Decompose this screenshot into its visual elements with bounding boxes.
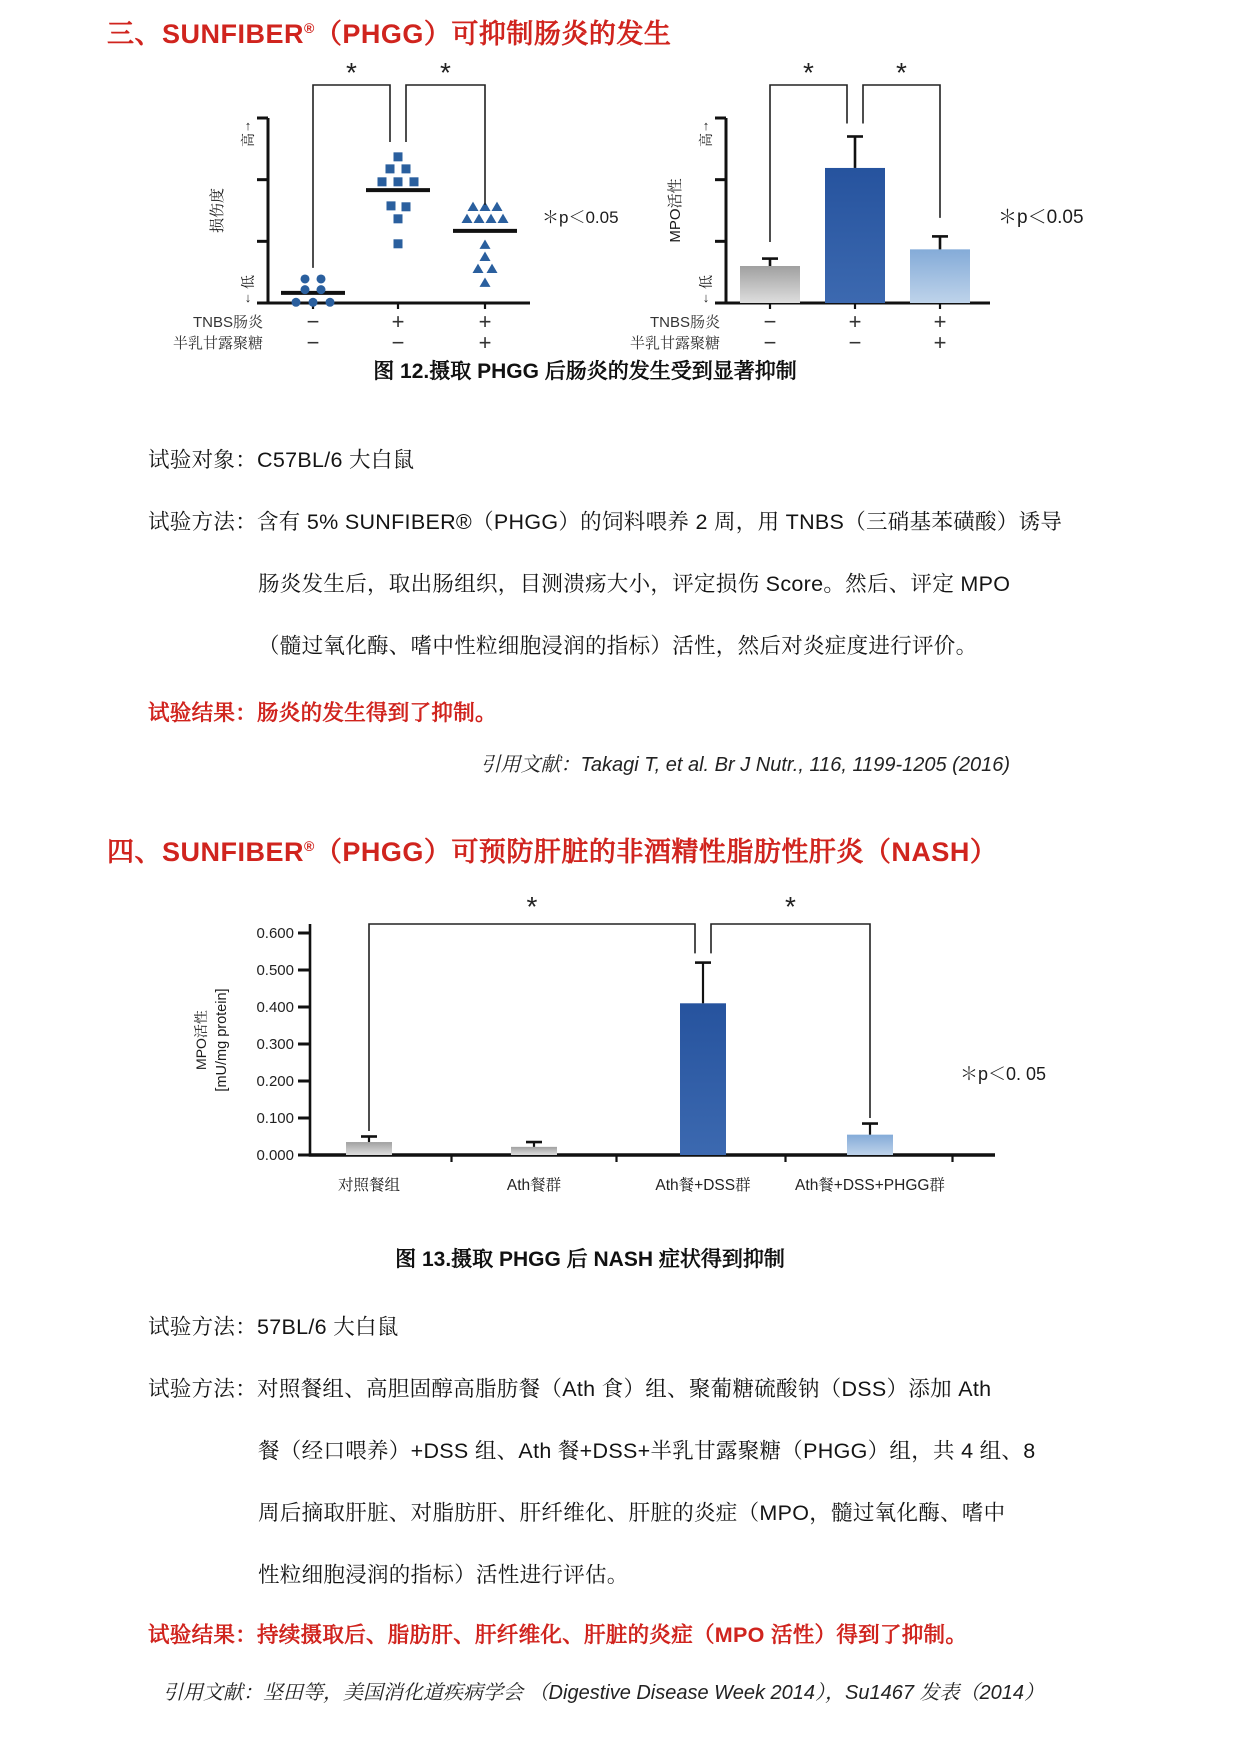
section4-citation: 引用文献：坚田等，美国消化道疾病学会 （Digestive Disease Week 2014），Su1467 发表（2014） [163, 1682, 1044, 1704]
x-row-label: TNBS肠炎 [192, 314, 263, 331]
figure12-caption: 图 12.摄取 PHGG 后肠炎的发生受到显著抑制 [373, 360, 797, 383]
y-tick-label: 0.300 [256, 1036, 294, 1053]
bar [740, 266, 800, 303]
x-row-label: 半乳甘露聚糖 [629, 335, 720, 352]
y-tick-label: 0.200 [256, 1073, 294, 1090]
scatter-point-triangle [462, 214, 473, 223]
scatter-point-circle [292, 298, 301, 307]
significance-bracket [313, 85, 390, 268]
significance-star: * [440, 57, 451, 88]
bar [910, 249, 970, 303]
axis-arrow-down-icon: ↓ [702, 290, 710, 305]
registered-trademark-icon: ® [304, 20, 315, 36]
scatter-point-triangle [480, 252, 491, 261]
section4-method-line1: 试验方法：对照餐组、高胆固醇高脂肪餐（Ath 食）组、聚葡糖硫酸钠（DSS）添加 Ath [148, 1377, 992, 1401]
figure12-svg [150, 55, 1120, 355]
y-tick-label: 0.000 [256, 1147, 294, 1164]
figure13-svg [170, 890, 1170, 1220]
section4-method-line4: 性粒细胞浸润的指标）活性进行评估。 [258, 1563, 629, 1587]
x-row-value: + [478, 309, 492, 334]
scatter-point-triangle [480, 240, 491, 249]
x-row-value: − [848, 330, 862, 355]
x-row-value: + [848, 309, 862, 334]
section4-subject-line: 试验方法：57BL/6 大白鼠 [148, 1315, 399, 1339]
scatter-point-circle [317, 274, 326, 283]
scatter-point-triangle [486, 214, 497, 223]
x-row-value: + [391, 309, 405, 334]
scatter-point-triangle [498, 214, 509, 223]
scatter-point-triangle [468, 202, 479, 211]
x-row-value: + [933, 309, 947, 334]
significance-star: * [803, 57, 814, 88]
scatter-point-triangle [487, 264, 498, 273]
x-row-value: − [763, 309, 777, 334]
section3-title-rest: （PHGG）可抑制肠炎的发生 [314, 19, 672, 49]
scatter-point-circle [301, 274, 310, 283]
category-label: 对照餐组 [337, 1177, 401, 1194]
scatter-point-square [378, 177, 387, 186]
figure12-charts [150, 55, 1120, 355]
scatter-point-triangle [480, 277, 491, 286]
axis-high-label: 高 [698, 133, 714, 147]
x-row-label: TNBS肠炎 [649, 314, 720, 331]
scatter-point-circle [301, 285, 310, 294]
section4-method-line2: 餐（经口喂养）+DSS 组、Ath 餐+DSS+半乳甘露聚糖（PHGG）组，共 4 组、8 [258, 1439, 1036, 1463]
section4-title-rest: （PHGG）可预防肝脏的非酒精性脂肪性肝炎（NASH） [314, 837, 998, 867]
p-value-note: ＊p＜0.05 [542, 208, 619, 227]
significance-star: * [526, 891, 538, 922]
bar [847, 1135, 893, 1155]
scatter-point-square [394, 214, 403, 223]
scatter-point-circle [326, 298, 335, 307]
scatter-point-circle [309, 298, 318, 307]
scatter-point-square [394, 177, 403, 186]
section4-method-line3: 周后摘取肝脏、对脂肪肝、肝纤维化、肝脏的炎症（MPO，髓过氧化酶、嗜中 [258, 1501, 1006, 1525]
section3-method-line1: 试验方法：含有 5% SUNFIBER®（PHGG）的饲料喂养 2 周，用 TNBS（三硝基苯磺酸）诱导 [148, 510, 1063, 534]
scatter-point-square [386, 164, 395, 173]
bar [511, 1147, 557, 1155]
scatter-point-square [402, 202, 411, 211]
axis-arrow-down-icon: ↓ [244, 290, 252, 305]
y-axis-title: MPO活性 [193, 1010, 209, 1070]
significance-bracket [711, 924, 870, 1118]
significance-star: * [785, 891, 796, 922]
scatter-point-square [387, 201, 396, 210]
axis-high-label: 高 [240, 133, 256, 147]
significance-bracket [406, 85, 485, 205]
category-label: Ath餐+DSS群 [655, 1177, 751, 1194]
y-axis-title: 损伤度 [209, 187, 226, 234]
category-label: Ath餐群 [506, 1177, 562, 1194]
scatter-point-triangle [492, 202, 503, 211]
significance-star: * [896, 57, 907, 88]
x-row-value: − [391, 330, 405, 355]
x-row-label: 半乳甘露聚糖 [172, 335, 263, 352]
scatter-point-triangle [474, 214, 485, 223]
section3-title [107, 12, 671, 51]
x-row-value: − [306, 330, 320, 355]
significance-bracket [369, 924, 695, 1131]
scatter-point-square [394, 152, 403, 161]
x-row-value: − [306, 309, 320, 334]
bar [680, 1003, 726, 1155]
x-row-value: + [478, 330, 492, 355]
y-tick-label: 0.600 [256, 925, 294, 942]
section3-title-text: 三、SUNFIBER [107, 19, 305, 49]
bar [825, 168, 885, 303]
x-row-value: + [933, 330, 947, 355]
figure13-chart [170, 890, 1170, 1220]
scatter-point-square [394, 239, 403, 248]
y-tick-label: 0.100 [256, 1110, 294, 1127]
bar [346, 1142, 392, 1155]
y-tick-label: 0.500 [256, 962, 294, 979]
axis-arrow-up-icon: ↑ [244, 118, 252, 133]
section4-result-line: 试验结果：持续摄取后、脂肪肝、肝纤维化、肝脏的炎症（MPO 活性）得到了抑制。 [148, 1623, 968, 1647]
axis-low-label: 低 [698, 275, 714, 289]
p-value-note: ＊p＜0.05 [998, 207, 1084, 228]
section3-method-line2: 肠炎发生后，取出肠组织，目测溃疡大小，评定损伤 Score。然后、评定 MPO [258, 572, 1011, 596]
axis-arrow-up-icon: ↑ [702, 118, 710, 133]
section3-citation: 引用文献：Takagi T, et al. Br J Nutr., 116, 1199-1205 (2016) [480, 754, 1010, 776]
y-axis-title-units: [mU/mg protein] [214, 988, 230, 1092]
significance-star: * [346, 57, 357, 88]
category-label: Ath餐+DSS+PHGG群 [795, 1177, 945, 1194]
scatter-point-circle [317, 285, 326, 294]
section3-method-line3: （髓过氧化酶、嗜中性粒细胞浸润的指标）活性，然后对炎症度进行评价。 [258, 634, 978, 658]
section4-title-text: 四、SUNFIBER [107, 837, 305, 867]
figure13-caption: 图 13.摄取 PHGG 后 NASH 症状得到抑制 [395, 1248, 785, 1271]
section4-title [107, 830, 997, 869]
scatter-point-square [402, 164, 411, 173]
axis-low-label: 低 [240, 275, 256, 289]
scatter-point-triangle [473, 264, 484, 273]
section3-result-line: 试验结果：肠炎的发生得到了抑制。 [148, 701, 497, 725]
registered-trademark-icon: ® [304, 838, 315, 854]
y-axis-title: MPO活性 [667, 178, 684, 243]
x-row-value: − [763, 330, 777, 355]
y-tick-label: 0.400 [256, 999, 294, 1016]
scatter-point-square [410, 177, 419, 186]
p-value-note: ＊p＜0. 05 [960, 1064, 1047, 1084]
section3-subject-line: 试验对象：C57BL/6 大白鼠 [148, 448, 415, 472]
